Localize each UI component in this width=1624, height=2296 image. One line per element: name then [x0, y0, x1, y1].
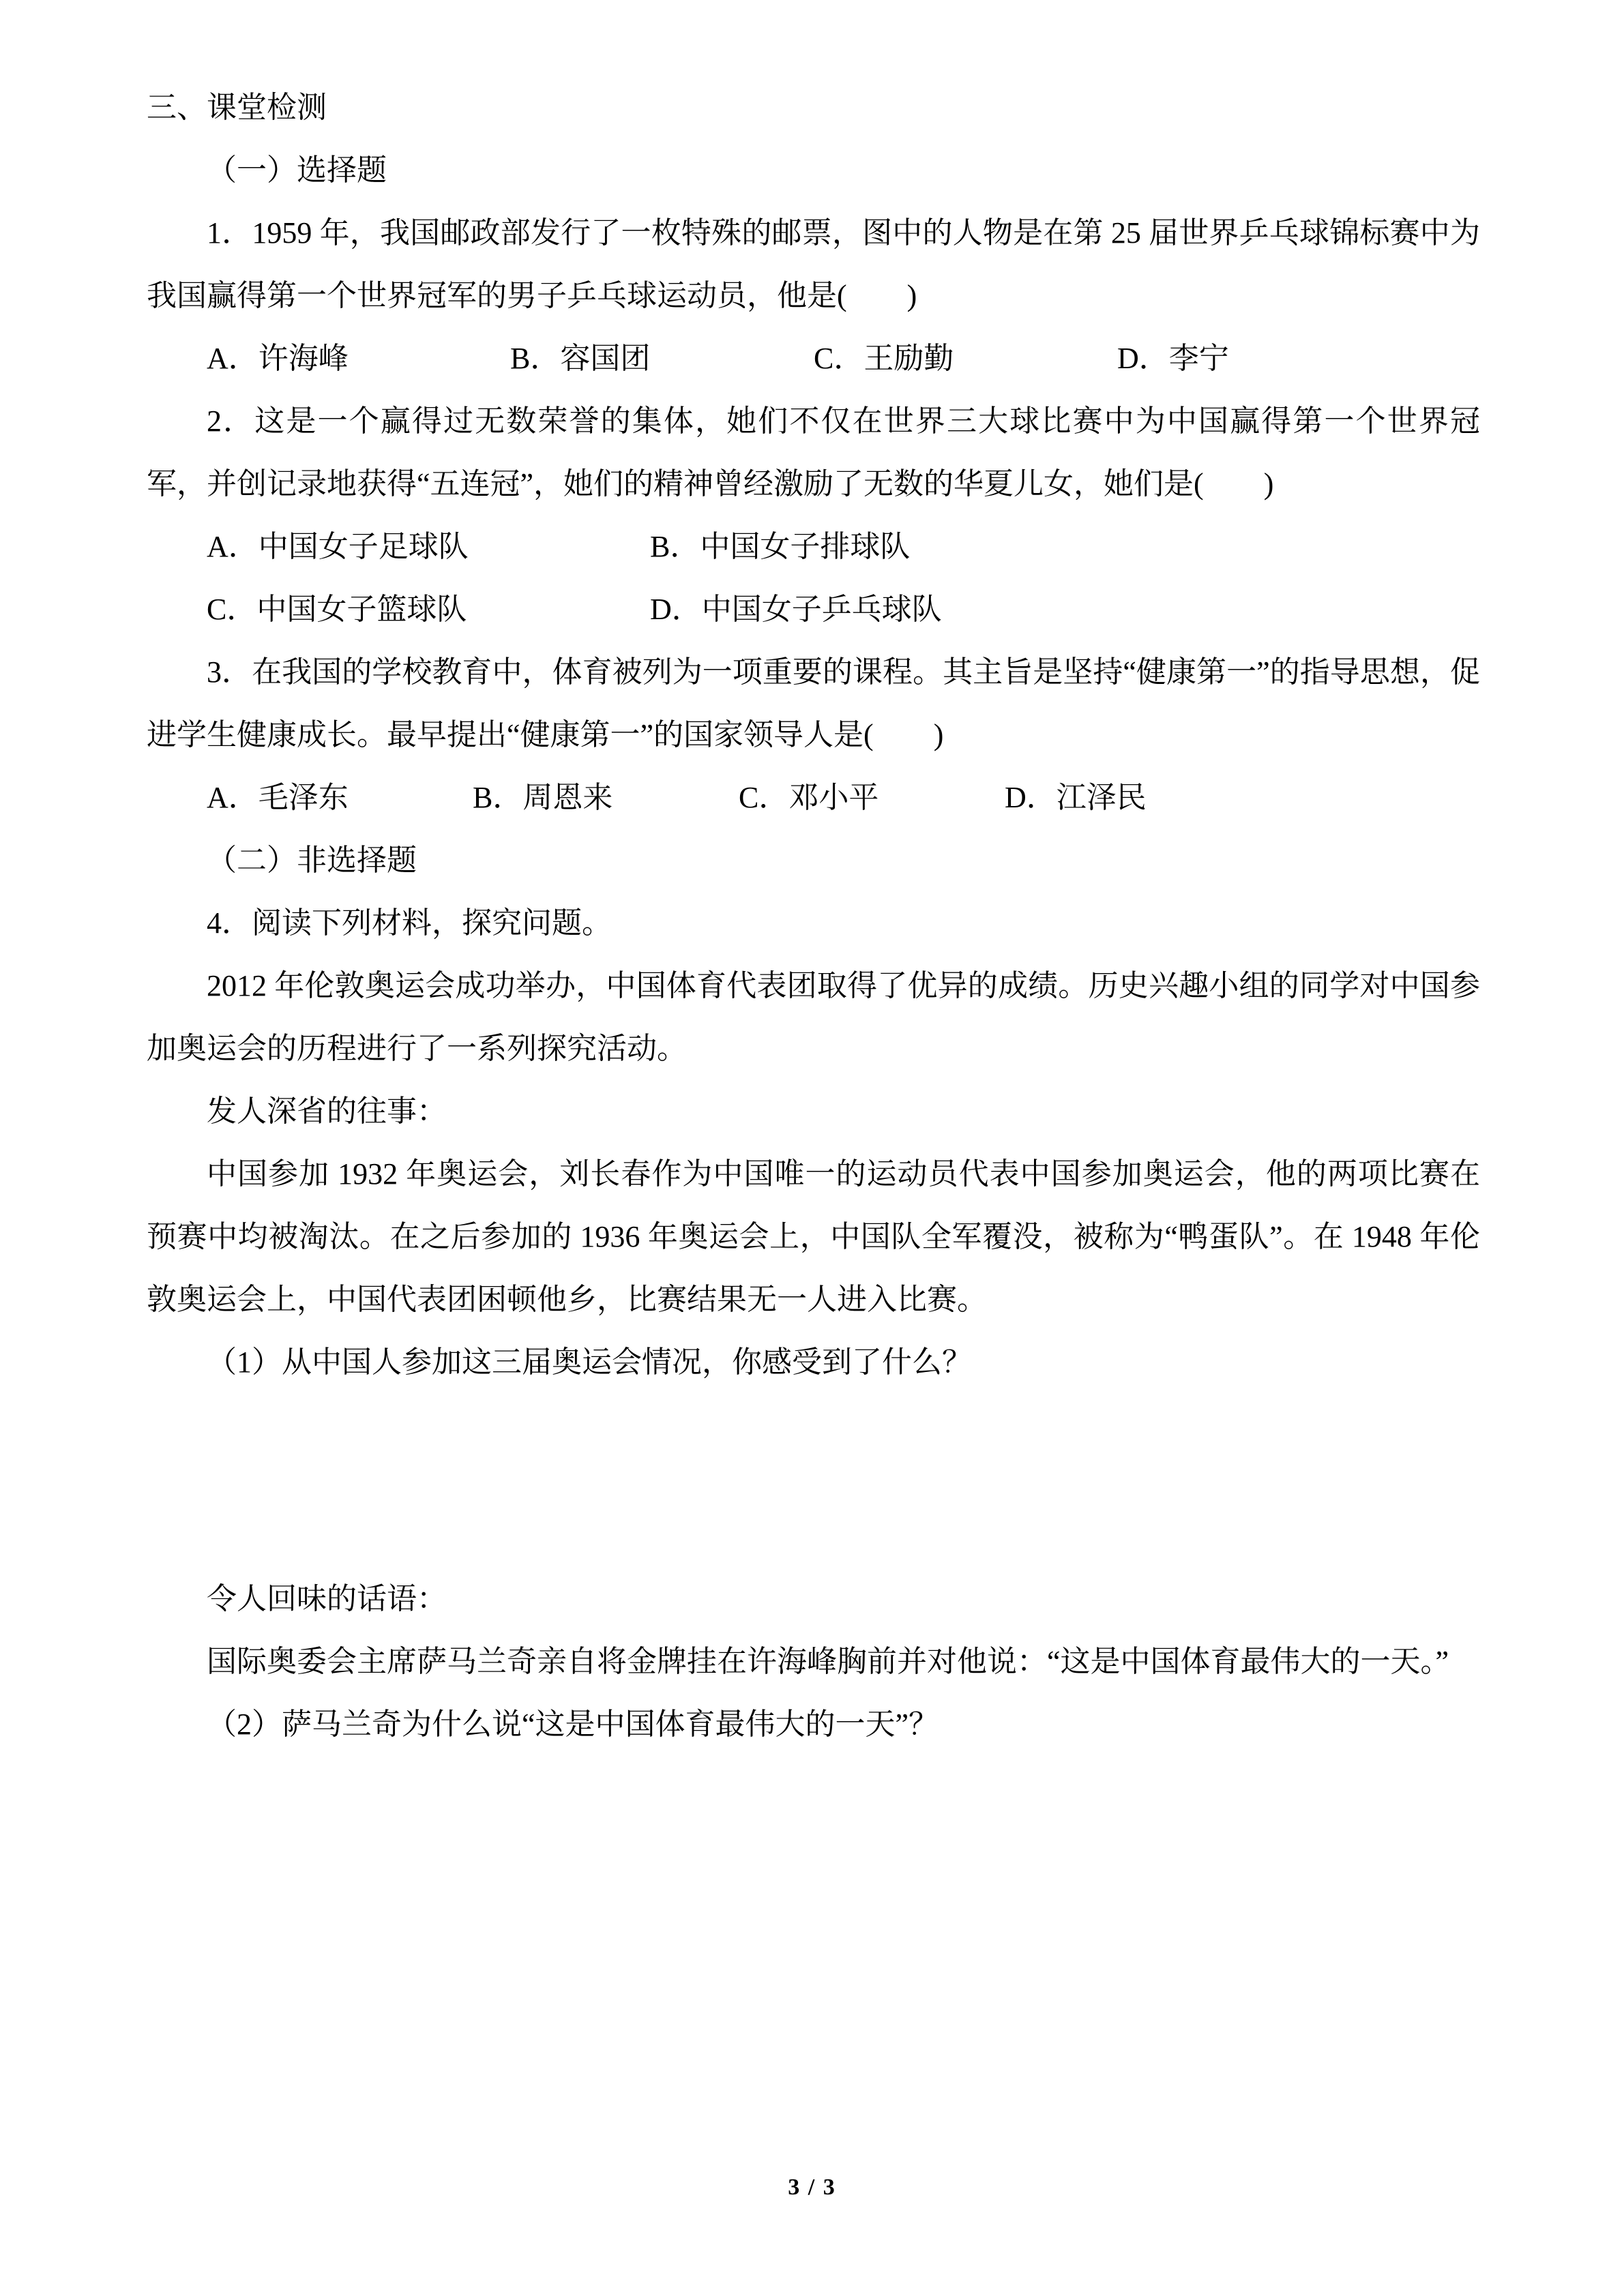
question-1-options [147, 327, 1480, 390]
q1-option-a: A．许海峰 [207, 342, 349, 375]
material-1-title: 发人深省的往事： [207, 1094, 447, 1128]
q3-option-b: B．周恩来 [473, 781, 613, 814]
q3-option-c: C．邓小平 [739, 781, 879, 814]
sub-question-2: （2）萨马兰奇为什么说“这是中国体育最伟大的一天”？ [207, 1708, 939, 1741]
q1-option-c: C．王励勤 [814, 342, 954, 375]
question-3-stem: 3．在我国的学校教育中，体育被列为一项重要的课程。其主旨是坚持“健康第一”的指导思想，促进学生健康成长。最早提出“健康第一”的国家领导人是( ) [147, 655, 1480, 751]
question-2-stem: 2．这是一个赢得过无数荣誉的集体，她们不仅在世界三大球比赛中为中国赢得第一个世界冠军，并创记录地获得“五连冠”，她们的精神曾经激励了无数的华夏儿女，她们是( ) [147, 404, 1480, 501]
q1-option-b: B．容国团 [510, 342, 651, 375]
question-2-options-row1 [147, 516, 1480, 578]
material-1-body: 中国参加 1932 年奥运会，刘长春作为中国唯一的运动员代表中国参加奥运会，他的两项比赛在预赛中均被淘汰。在之后参加的 1936 年奥运会上，中国队全军覆没，被称为“鸭蛋队”。在 1948 年伦敦奥运会上，中国代表团困顿他乡，比赛结果无一人进入比赛。 [147, 1157, 1480, 1316]
question-4-intro: 2012 年伦敦奥运会成功举办，中国体育代表团取得了优异的成绩。历史兴趣小组的同学对中国参加奥运会的历程进行了一系列探究活动。 [147, 969, 1480, 1065]
material-2-title: 令人回味的话语： [207, 1582, 447, 1615]
material-2-body: 国际奥委会主席萨马兰奇亲自将金牌挂在许海峰胸前并对他说：“这是中国体育最伟大的一天。” [207, 1645, 1449, 1678]
subsection-nonchoice-title: （二）非选择题 [207, 844, 417, 877]
question-1-stem: 1．1959 年，我国邮政部发行了一枚特殊的邮票，图中的人物是在第 25 届世界乒乓球锦标赛中为我国赢得第一个世界冠军的男子乒乓球运动员，他是( ) [147, 216, 1480, 312]
question-2-options-row2 [147, 578, 1480, 641]
q3-option-d: D．江泽民 [1005, 781, 1147, 814]
q1-option-d: D．李宁 [1117, 342, 1229, 375]
q2-option-b: B．中国女子排球队 [650, 530, 911, 563]
page-number: 3 / 3 [788, 2175, 836, 2200]
q2-option-c: C．中国女子篮球队 [207, 593, 467, 626]
question-3-options [147, 766, 1480, 829]
answer-space-1 [147, 1394, 1480, 1568]
section-title: 三、课堂检测 [147, 91, 327, 124]
sub-question-1: （1）从中国人参加这三届奥运会情况，你感受到了什么？ [207, 1345, 972, 1379]
question-4-stem: 4．阅读下列材料，探究问题。 [207, 906, 612, 940]
q2-option-a: A．中国女子足球队 [207, 530, 469, 563]
q3-option-a: A．毛泽东 [207, 781, 349, 814]
q2-option-d: D．中国女子乒乓球队 [650, 593, 942, 626]
document-content [147, 76, 1480, 1756]
subsection-choice-title: （一）选择题 [207, 153, 387, 187]
